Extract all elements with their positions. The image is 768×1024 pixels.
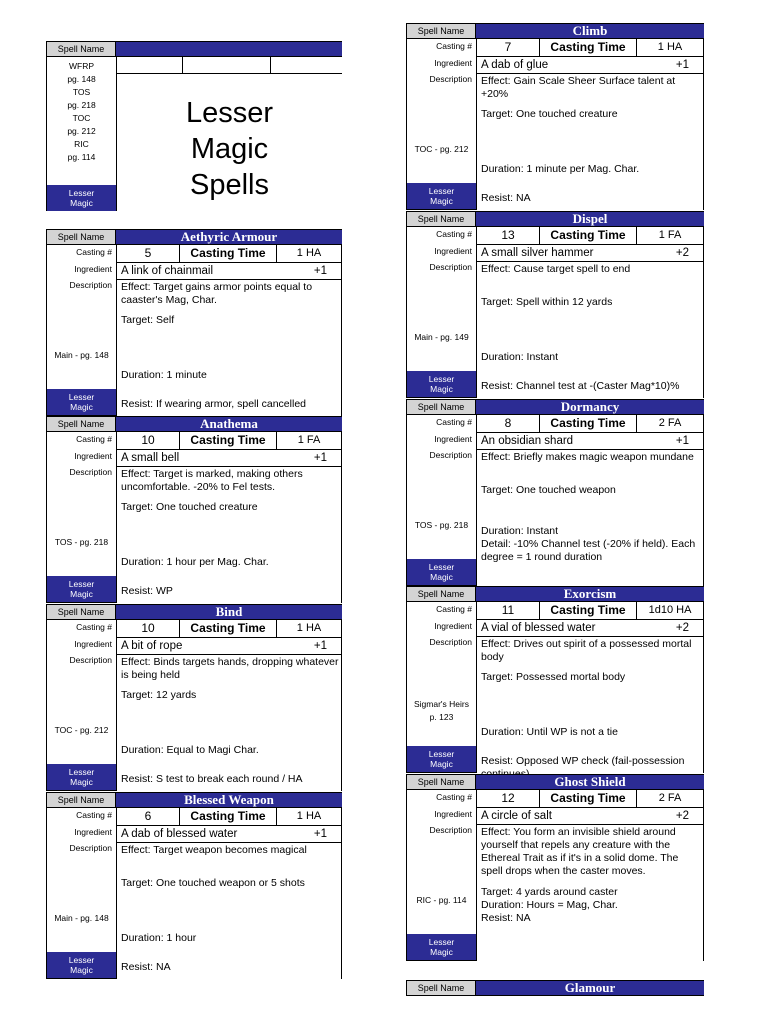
lesser-magic-badge: Lesser Magic [407, 559, 476, 585]
source-line: pg. 114 [67, 152, 96, 162]
ingredient-label: Ingredient [74, 827, 112, 837]
target-text: Target: 4 yards around caster [481, 886, 618, 898]
resist-text: Resist: NA [121, 961, 171, 973]
casting-number-label: Casting # [436, 417, 472, 427]
ingredient-label: Ingredient [434, 621, 472, 631]
lesser-magic-badge: Lesser Magic [407, 183, 476, 209]
duration-text: Duration: Instant [481, 351, 559, 363]
description-label: Description [429, 74, 472, 84]
ingredient-label: Ingredient [74, 264, 112, 274]
casting-time-label: Casting Time [540, 602, 637, 619]
source-reference: TOC - pg. 212 [414, 144, 469, 154]
spell-card [406, 23, 704, 210]
source-reference: RIC - pg. 114 [416, 895, 467, 905]
ingredient: A link of chainmail [121, 265, 214, 277]
duration-text: Duration: 1 hour [121, 932, 197, 944]
ingredient-row [117, 826, 341, 843]
ingredient-row [117, 638, 341, 655]
spell-name: Dormancy [476, 399, 704, 415]
title-line: Lesser [185, 97, 274, 129]
casting-time-value: 1 HA [296, 810, 322, 822]
spell-name-label: Spell Name [406, 774, 476, 790]
casting-time-value: 2 FA [658, 417, 682, 429]
ingredient-bonus: +2 [675, 247, 689, 259]
casting-time-label: Casting Time [540, 415, 637, 432]
target-text: Target: One touched creature [121, 501, 258, 513]
casting-time-value: 2 FA [658, 792, 682, 804]
duration-text: Duration: Hours = Mag, Char. [481, 899, 618, 911]
ingredient-bonus: +1 [313, 265, 327, 277]
source-reference: Main - pg. 148 [54, 350, 109, 360]
ingredient: A vial of blessed water [481, 622, 596, 634]
spell-name-label: Spell Name [46, 792, 116, 808]
ingredient-row [117, 263, 341, 280]
casting-number: 12 [477, 790, 540, 807]
effect-text: Effect: You form an invisible shield around yourself that repels any creature with the Ethereal Trait as if it's in a solid dome. The spell drops when the caster moves. [481, 826, 679, 877]
spell-name: Bind [116, 604, 342, 620]
spell-name-label: Spell Name [406, 23, 476, 39]
duration-text: Duration: 1 hour per Mag. Char. [121, 556, 269, 568]
casting-time-label: Casting Time [180, 808, 277, 825]
casting-time-value: 1 HA [657, 41, 683, 53]
spell-name-label: Spell Name [406, 399, 476, 415]
casting-number-label: Casting # [76, 434, 112, 444]
ingredient-label: Ingredient [434, 58, 472, 68]
resist-text: Resist: NA [481, 192, 531, 204]
casting-number-label: Casting # [436, 792, 472, 802]
spell-card-glamour [406, 980, 704, 996]
ingredient: An obsidian shard [481, 435, 574, 447]
casting-time-label: Casting Time [180, 432, 277, 449]
effect-text: Effect: Target weapon becomes magical [121, 844, 307, 856]
casting-number-label: Casting # [436, 229, 472, 239]
target-text: Target: One touched creature [481, 108, 618, 120]
ingredient-row [477, 245, 703, 262]
spell-name-label: Spell Name [406, 586, 476, 602]
effect-text: Effect: Drives out spirit of a possessed mortal body [481, 638, 692, 663]
spell-name-label: Spell Name [406, 980, 476, 996]
ingredient-bonus: +1 [313, 640, 327, 652]
empty-row [117, 57, 342, 74]
duration-text: Duration: 1 minute per Mag. Char. [481, 163, 640, 175]
spell-name: Glamour [476, 980, 704, 996]
casting-time-label: Casting Time [540, 227, 637, 244]
spell-card [406, 399, 704, 586]
ingredient: A bit of rope [121, 640, 183, 652]
source-line: pg. 218 [67, 100, 96, 110]
resist-text: Resist: Channel test at -(Caster Mag*10)% [481, 380, 680, 392]
casting-number: 7 [477, 39, 540, 56]
target-text: Target: One touched weapon [481, 484, 616, 496]
spell-name-empty [116, 41, 342, 57]
lesser-magic-badge: Lesser Magic [47, 576, 116, 602]
lesser-magic-badge: Lesser Magic [47, 185, 116, 211]
target-text: Target: Possessed mortal body [481, 671, 626, 683]
lesser-magic-badge: Lesser Magic [407, 371, 476, 397]
ingredient-label: Ingredient [434, 809, 472, 819]
casting-number: 13 [477, 227, 540, 244]
spell-name-label: Spell Name [46, 604, 116, 620]
ingredient-label: Ingredient [434, 434, 472, 444]
source-reference: TOS - pg. 218 [54, 537, 109, 547]
spell-card [406, 586, 704, 773]
ingredient-bonus: +1 [313, 452, 327, 464]
casting-number: 5 [117, 245, 180, 262]
title-line: Magic [190, 133, 269, 165]
casting-time-value: 1 HA [296, 247, 322, 259]
casting-time-value: 1d10 HA [648, 604, 692, 616]
ingredient-label: Ingredient [74, 451, 112, 461]
ingredient-row [477, 620, 703, 637]
casting-time-value: 1 FA [658, 229, 682, 241]
casting-time-value: 1 FA [297, 434, 321, 446]
effect-text: Effect: Cause target spell to end [481, 263, 631, 275]
ingredient: A circle of salt [481, 810, 552, 822]
ingredient-row [477, 808, 703, 825]
source-line: TOC [72, 113, 91, 123]
casting-number-label: Casting # [436, 604, 472, 614]
spell-name: Blessed Weapon [116, 792, 342, 808]
lesser-magic-badge: Lesser Magic [407, 934, 476, 960]
ingredient: A small bell [121, 452, 180, 464]
target-text: Target: Self [121, 314, 175, 326]
duration-text: Duration: Until WP is not a tie [481, 726, 618, 738]
ingredient-bonus: +1 [675, 59, 689, 71]
ingredient-row [477, 57, 703, 74]
spell-card [46, 229, 342, 416]
resist-text: Resist: NA [481, 912, 531, 924]
spell-name-label: Spell Name [46, 416, 116, 432]
description-label: Description [69, 280, 112, 290]
casting-number: 6 [117, 808, 180, 825]
effect-text: Effect: Binds targets hands, dropping whatever is being held [121, 656, 339, 681]
spell-card [406, 774, 704, 961]
ingredient-bonus: +1 [675, 435, 689, 447]
duration-text: Duration: 1 minute [121, 369, 207, 381]
source-line: RIC [74, 139, 89, 149]
effect-text: Effect: Target gains armor points equal to caaster's Mag, Char. [121, 281, 313, 306]
lesser-magic-badge: Lesser Magic [407, 746, 476, 772]
effect-text: Effect: Gain Scale Sheer Surface talent at +20% [481, 75, 676, 100]
ingredient-label: Ingredient [434, 246, 472, 256]
target-text: Target: Spell within 12 yards [481, 296, 613, 308]
casting-number: 11 [477, 602, 540, 619]
description-label: Description [69, 655, 112, 665]
casting-time-label: Casting Time [540, 790, 637, 807]
source-line: TOS [72, 87, 91, 97]
resist-text: Resist: S test to break each round / HA [121, 773, 303, 785]
description-label: Description [429, 637, 472, 647]
casting-time-label: Casting Time [540, 39, 637, 56]
source-reference: TOC - pg. 212 [54, 725, 109, 735]
spell-card [46, 416, 342, 603]
page-title [117, 95, 342, 203]
source-reference: TOS - pg. 218 [414, 520, 469, 530]
ingredient: A dab of blessed water [121, 828, 238, 840]
ingredient-bonus: +1 [313, 828, 327, 840]
spell-name-label: Spell Name [406, 211, 476, 227]
source-reference: Main - pg. 149 [414, 332, 469, 342]
source-line: pg. 212 [67, 126, 96, 136]
resist-text: Detail: -10% Channel test (-20% if held). Each degree = 1 round duration [481, 538, 696, 563]
casting-number: 10 [117, 620, 180, 637]
duration-text: Duration: Instant [481, 525, 559, 537]
ingredient-label: Ingredient [74, 639, 112, 649]
description-label: Description [69, 467, 112, 477]
ingredient-row [477, 433, 703, 450]
spell-name: Ghost Shield [476, 774, 704, 790]
spell-name: Aethyric Armour [116, 229, 342, 245]
casting-number-label: Casting # [436, 41, 472, 51]
ingredient-bonus: +2 [675, 622, 689, 634]
lesser-magic-badge: Lesser Magic [47, 389, 116, 415]
casting-time-value: 1 HA [296, 622, 322, 634]
spell-name: Anathema [116, 416, 342, 432]
spell-name: Dispel [476, 211, 704, 227]
resist-text: Resist: WP [121, 585, 173, 597]
ingredient-row [117, 450, 341, 467]
spell-card [46, 792, 342, 979]
spell-name-label: Spell Name [46, 229, 116, 245]
resist-text: Resist: If wearing armor, spell cancelled [121, 398, 306, 410]
lesser-magic-badge: Lesser Magic [47, 764, 116, 790]
target-text: Target: 12 yards [121, 689, 197, 701]
target-text: Target: One touched weapon or 5 shots [121, 877, 305, 889]
spell-name: Exorcism [476, 586, 704, 602]
source-line: pg. 148 [67, 74, 96, 84]
duration-text: Duration: Equal to Magi Char. [121, 744, 259, 756]
lesser-magic-badge: Lesser Magic [47, 952, 116, 978]
title-line: Spells [190, 169, 269, 201]
casting-number: 10 [117, 432, 180, 449]
effect-text: Effect: Target is marked, making others uncomfortable. -20% to Fel tests. [121, 468, 303, 493]
description-label: Description [429, 825, 472, 835]
casting-time-label: Casting Time [180, 245, 277, 262]
ingredient: A dab of glue [481, 59, 549, 71]
casting-number-label: Casting # [76, 247, 112, 257]
casting-number-label: Casting # [76, 810, 112, 820]
source-reference: Main - pg. 148 [54, 913, 109, 923]
ingredient: A small silver hammer [481, 247, 594, 259]
description-label: Description [69, 843, 112, 853]
intro-card [46, 41, 342, 211]
spell-card [46, 604, 342, 791]
spell-name-label: Spell Name [46, 41, 116, 57]
resist-text: Resist: Opposed WP check (fail-possession [481, 755, 685, 767]
source-line: WFRP [68, 61, 95, 71]
ingredient-bonus: +2 [675, 810, 689, 822]
casting-number: 8 [477, 415, 540, 432]
spell-card [406, 211, 704, 398]
casting-number-label: Casting # [76, 622, 112, 632]
spell-name: Climb [476, 23, 704, 39]
description-label: Description [429, 450, 472, 460]
intro-sources [47, 60, 116, 164]
casting-time-label: Casting Time [180, 620, 277, 637]
description-label: Description [429, 262, 472, 272]
source-reference: Sigmar's Heirs p. 123 [414, 699, 469, 722]
effect-text: Effect: Briefly makes magic weapon mundane [481, 451, 694, 463]
